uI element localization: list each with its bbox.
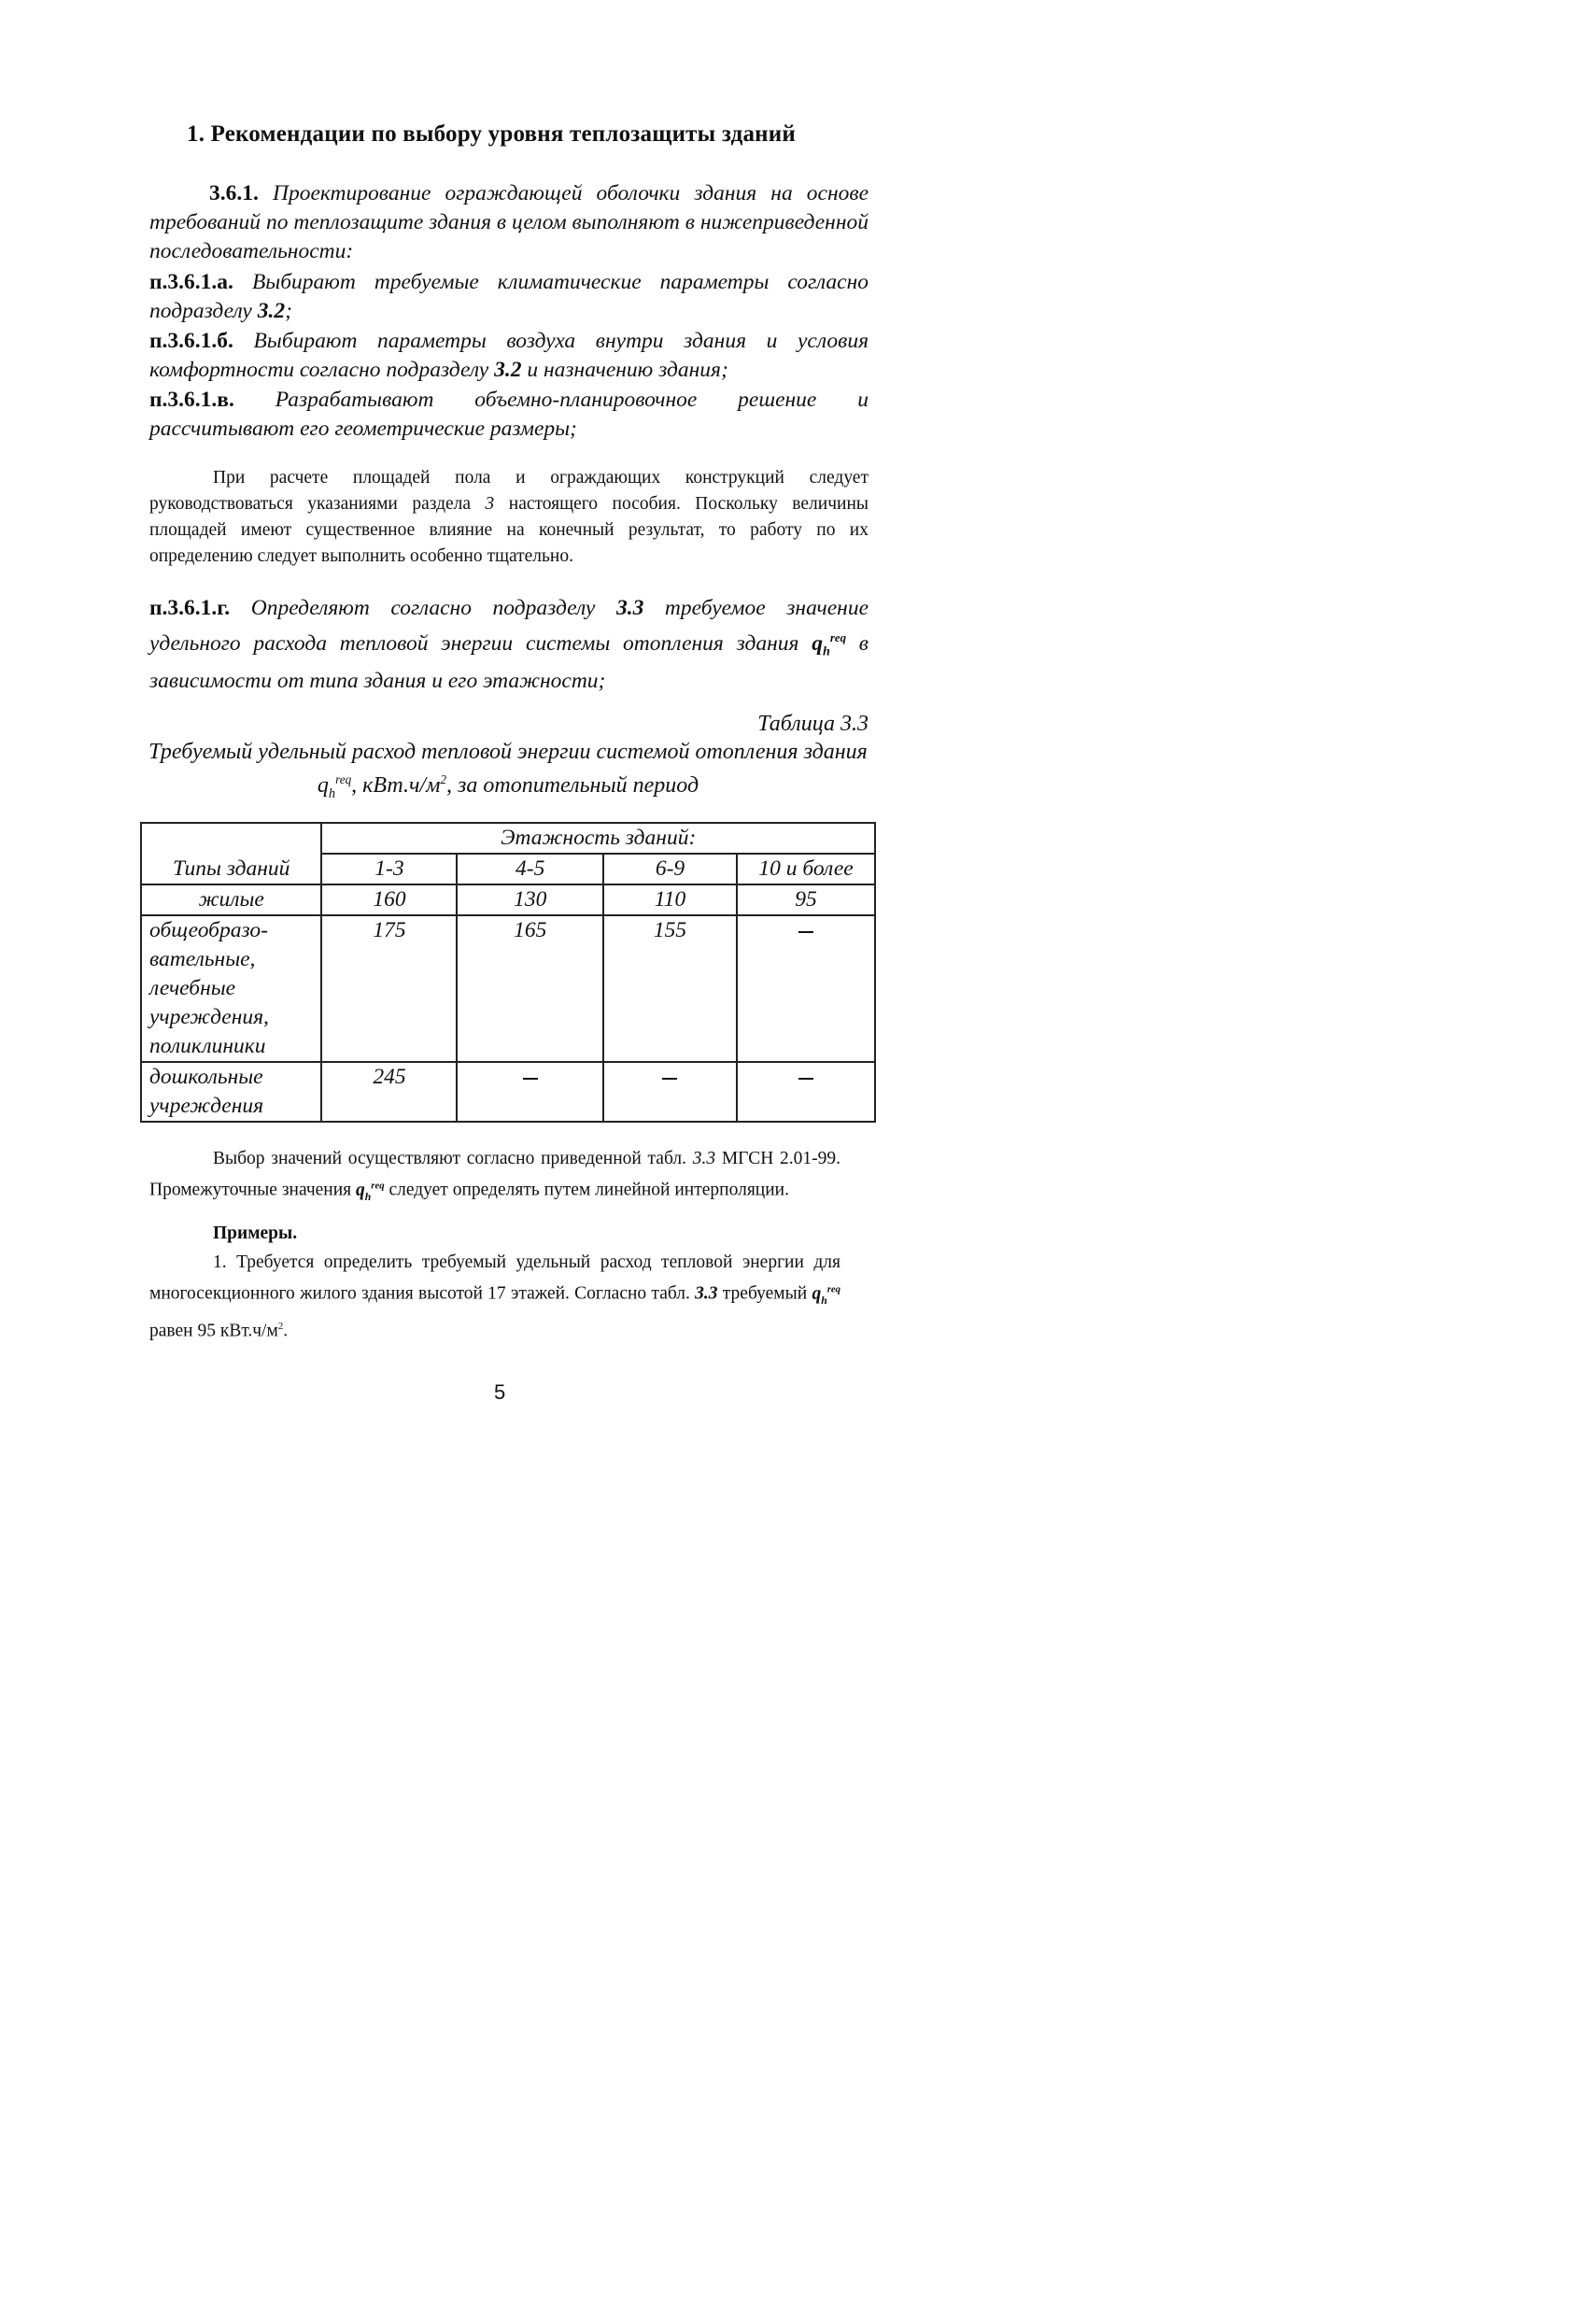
header-floors-1-3: 1-3	[321, 854, 457, 884]
row-type-educational: общеобразо- вательные, лечебные учреждения, поликлиники	[141, 915, 321, 1062]
section-ref: 3.2	[494, 358, 522, 382]
note-area-calculation: При расчете площадей пола и ограждающих конструкций следует руководствоваться указаниями раздела 3 настоящего пособия. Поскольку величины площадей имеют существенное влияние на конечный результат, то работу по их определению следует выполнить особенно тщательно.	[149, 468, 869, 566]
item-3-6-1-a: п.3.6.1.а. Выбирают требуемые климатические параметры согласно подразделу 3.2;	[149, 270, 869, 323]
page-number: 5	[494, 1380, 506, 1404]
table-cell: 95	[737, 884, 875, 915]
dash-mark	[523, 1078, 538, 1080]
header-floors-4-5: 4-5	[457, 854, 602, 884]
table-cell-empty	[737, 1062, 875, 1122]
table-cell: 155	[603, 915, 737, 1062]
item-3-6-1-v: п.3.6.1.в. Разрабатывают объемно-планировочное решение и рассчитывают его геометрические размеры;	[149, 388, 869, 441]
dash-mark	[798, 1078, 813, 1080]
section-ref: 3.2	[257, 299, 286, 323]
table-title: Требуемый удельный расход тепловой энергии системой отопления здания $q_h^{req}$, $кВт.ч/м^2$, за отопительный период	[148, 740, 868, 801]
item-3-6-1-g: п.3.6.1.г. Определяют согласно подразделу 3.3 требуемое значение удельного расхода тепловой энергии системы отопления здания $q_h^{req}$ в зависимости от типа здания и его этажности;	[149, 596, 869, 693]
dash-mark	[798, 931, 813, 933]
symbol-q-h-req: $q_h^{req}$	[812, 1283, 840, 1307]
table-cell: 165	[457, 915, 602, 1062]
clause-number: п.3.6.1.в.	[149, 388, 234, 412]
table-row	[141, 915, 875, 1062]
header-floors-group: Этажность зданий:	[321, 823, 875, 854]
table-row	[141, 884, 875, 915]
table-cell: 130	[457, 884, 602, 915]
table-cell-empty	[737, 915, 875, 1062]
clause-number: п.3.6.1.г.	[149, 596, 231, 620]
heat-demand-table	[140, 822, 876, 1123]
header-floors-6-9: 6-9	[603, 854, 737, 884]
note-value-choice: Выбор значений осуществляют согласно приведенной табл. 3.3 МГСН 2.01-99. Промежуточные значения $q_h^{req}$ следует определять путем линейной интерполяции.	[149, 1149, 841, 1203]
symbol-q-h-req: $q_h^{req}$	[356, 1180, 385, 1203]
item-3-6-1-b: п.3.6.1.б. Выбирают параметры воздуха внутри здания и условия комфортности согласно подразделу 3.2 и назначению здания;	[149, 329, 869, 382]
table-cell-empty	[457, 1062, 602, 1122]
clause-number: п.3.6.1.б.	[149, 329, 233, 353]
table-cell: 110	[603, 884, 737, 915]
clause-text: Проектирование ограждающей оболочки здания на основе требований по теплозащите здания в целом выполняют в нижеприведенной последовательности:	[149, 181, 869, 263]
paragraph-3-6-1	[149, 179, 869, 266]
examples-label: Примеры.	[213, 1224, 298, 1243]
section-ref: 3	[485, 494, 495, 514]
table-row	[141, 1062, 875, 1122]
section-ref: 3.3	[615, 596, 644, 620]
symbol-q-h-req: $q_h^{req}$	[317, 772, 352, 801]
header-floors-10-plus: 10 и более	[737, 854, 875, 884]
section-heading: 1. Рекомендации по выбору уровня теплозащиты зданий	[187, 121, 796, 147]
dash-mark	[662, 1078, 677, 1080]
example-1: 1. Требуется определить требуемый удельный расход тепловой энергии для многосекционного жилого здания высотой 17 этажей. Согласно табл. 3.3 требуемый $q_h^{req}$ равен 95 $кВт.ч/м^2$.	[149, 1252, 840, 1341]
row-type-preschool: дошкольные учреждения	[141, 1062, 321, 1122]
clause-number: 3.6.1.	[209, 181, 259, 205]
table-cell: 245	[321, 1062, 457, 1122]
table-cell: 160	[321, 884, 457, 915]
table-ref: 3.3	[692, 1149, 716, 1168]
table-number: Таблица 3.3	[757, 712, 869, 736]
document-page	[0, 0, 1011, 1470]
row-type-residential: жилые	[141, 884, 321, 915]
table-ref: 3.3	[695, 1283, 718, 1304]
table-header-row	[141, 823, 875, 854]
table-cell-empty	[603, 1062, 737, 1122]
table-cell: 175	[321, 915, 457, 1062]
header-building-type: Типы зданий	[141, 823, 321, 884]
clause-number: п.3.6.1.а.	[149, 270, 233, 294]
symbol-q-h-req: $q_h^{req}$	[812, 630, 847, 659]
